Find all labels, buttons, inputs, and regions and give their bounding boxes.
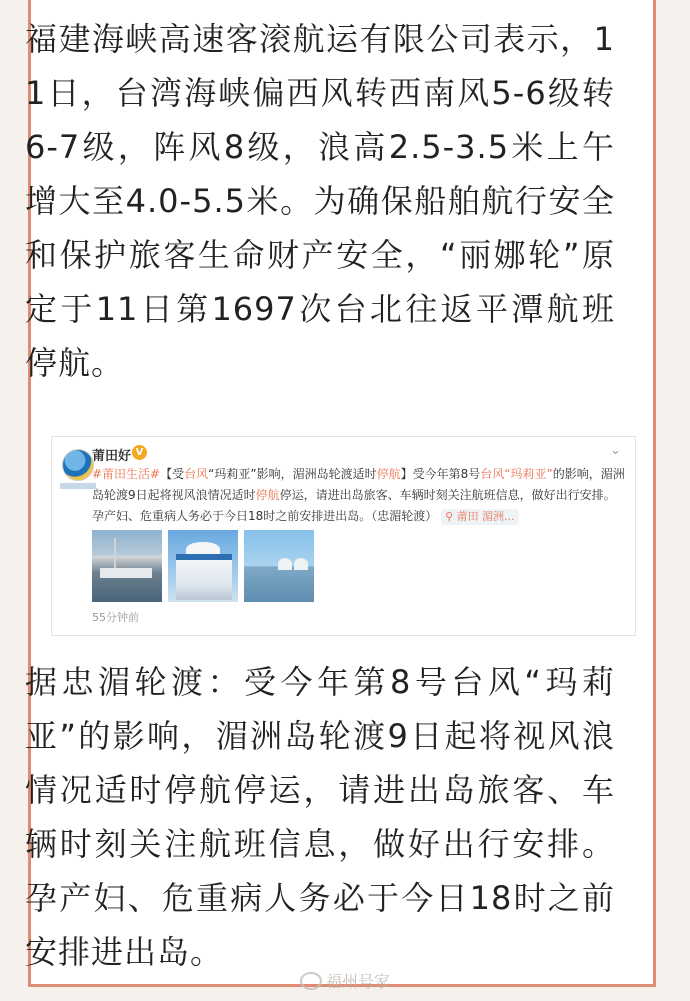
chevron-down-icon[interactable]: ⌄	[610, 443, 621, 458]
embedded-weibo-post[interactable]	[51, 436, 636, 636]
post-body-text	[92, 464, 627, 527]
post-text-segment: 】受今年第8号	[400, 467, 481, 481]
post-text-highlight[interactable]: #莆田生活#	[92, 467, 161, 481]
post-text-highlight[interactable]: 停航	[376, 467, 401, 481]
post-text-highlight[interactable]: 台风	[480, 467, 505, 481]
post-author-name[interactable]: 莆田好	[92, 449, 132, 464]
location-tag-label: 莆田 湄洲...	[456, 510, 515, 523]
post-text-segment: “玛莉亚”影响，湄洲岛轮渡适时	[208, 467, 377, 481]
verified-badge-icon: V	[132, 445, 147, 460]
watermark-text: 福州号家	[326, 972, 391, 991]
article-paragraph-1: 福建海峡高速客滚航运有限公司表示，11日，台湾海峡偏西风转西南风5-6级转6-7级，阵风8级，浪高2.5-3.5米上午增大至4.0-5.5米。为确保船舶航行安全和保护旅客生命财产安全，“丽娜轮”原定于11日第1697次台北往返平潭航班停航。	[25, 20, 615, 382]
location-tag[interactable]: ⚲ 莆田 湄洲...	[441, 509, 519, 525]
post-text-segment: 的影响，湄洲岛轮渡9日起将视风浪情况适时	[92, 467, 625, 502]
post-photo-harbor[interactable]	[244, 530, 314, 602]
article-paragraph-2: 据忠湄轮渡：受今年第8号台风“玛莉亚”的影响，湄洲岛轮渡9日起将视风浪情况适时停航停运，请进出岛旅客、车辆时刻关注航班信息，做好出行安排。孕产妇、危重病人务必于今日18时之前安排进出岛。	[25, 663, 615, 971]
avatar-caption-graphic	[60, 483, 96, 489]
post-text-segment: 停运，请进出岛旅客、车辆时刻关注航班信息，做好出行安排。孕产妇、危重病人务必于今日18时之前安排进出岛。（忠湄轮渡）	[92, 488, 616, 523]
post-text-highlight[interactable]: 台风	[184, 467, 209, 481]
post-timestamp: 55分钟前	[92, 611, 139, 624]
post-photo-ferry[interactable]	[92, 530, 162, 602]
author-avatar[interactable]	[62, 449, 94, 481]
weibo-watermark	[300, 969, 390, 992]
post-text-highlight[interactable]: “玛莉亚”	[504, 467, 553, 481]
post-photo-terminal[interactable]	[168, 530, 238, 602]
post-text-highlight[interactable]: 停航	[255, 488, 280, 502]
post-text-segment: 【受	[160, 467, 185, 481]
weibo-logo-icon	[300, 972, 322, 990]
